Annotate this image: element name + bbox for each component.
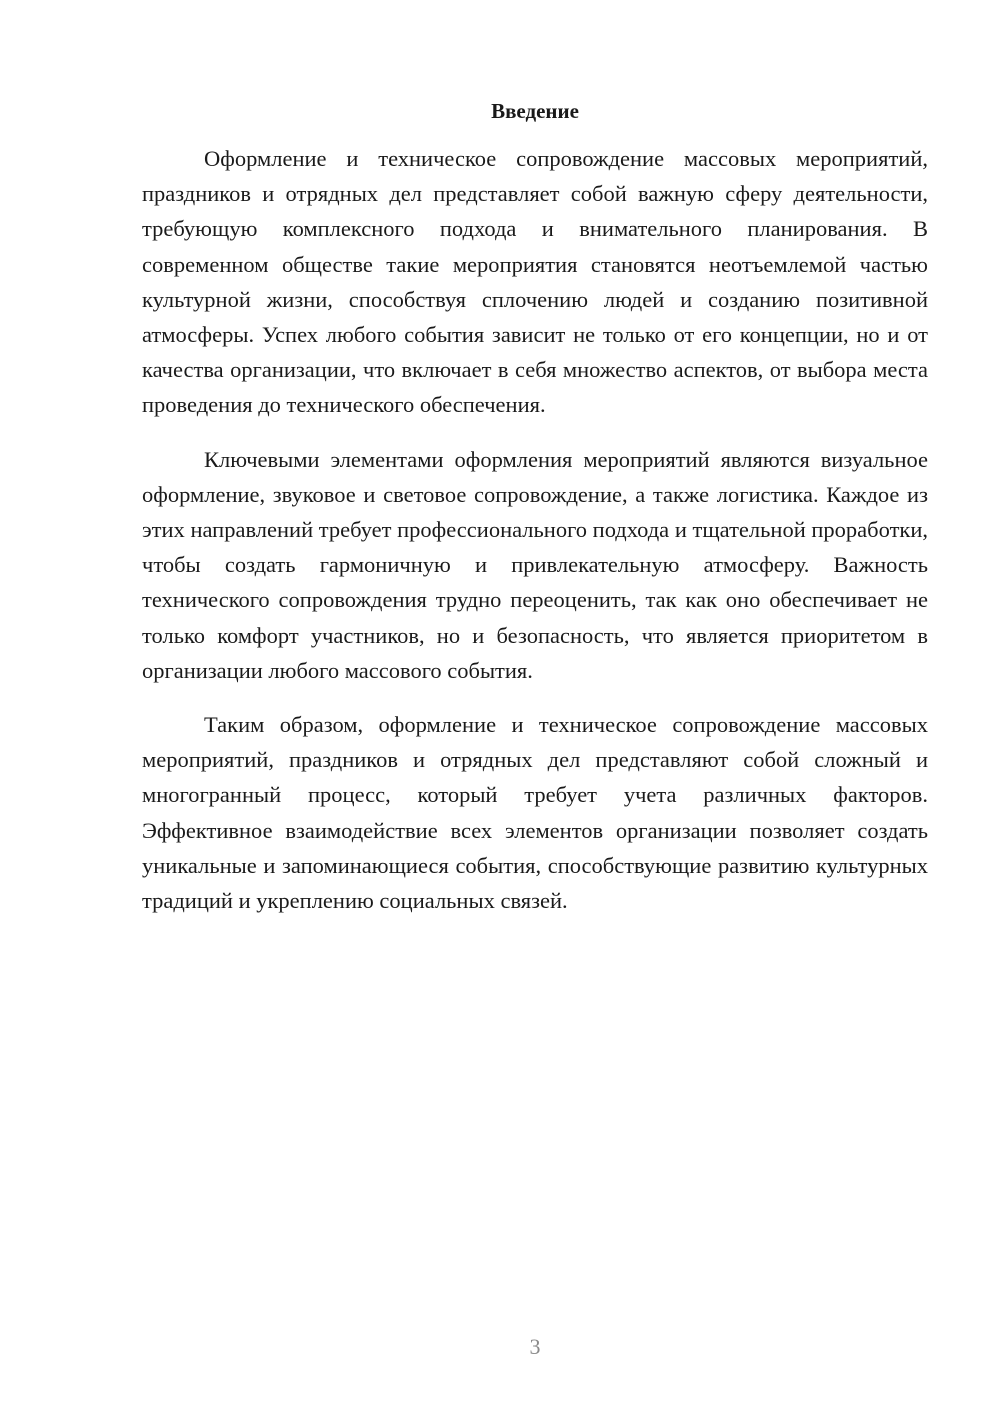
- paragraph-2: Ключевыми элементами оформления мероприятий являются визуальное оформление, звуковое и световое сопровождение, а также логистика. Каждое из этих направлений требует профессионального подхода и тщательной проработки, чтобы создать гармоничную и привлекательную атмосферу. Важность технического сопровождения трудно переоценить, так как оно обеспечивает не только комфорт участников, но и безопасность, что является приоритетом в организации любого массового события.: [142, 446, 928, 683]
- document-body: [142, 141, 928, 937]
- page-number: 3: [529, 1334, 541, 1359]
- paragraph-1: Оформление и техническое сопровождение массовых мероприятий, праздников и отрядных дел представляет собой важную сферу деятельности, требующую комплексного подхода и внимательного планирования. В современном обществе такие мероприятия становятся неотъемлемой частью культурной жизни, способствуя сплочению людей и созданию позитивной атмосферы. Успех любого события зависит не только от его концепции, но и от качества организации, что включает в себя множество аспектов, от выбора места проведения до технического обеспечения.: [142, 146, 928, 418]
- section-title: Введение: [491, 99, 579, 123]
- paragraph-3: Таким образом, оформление и техническое сопровождение массовых мероприятий, праздников и отрядных дел представляют собой сложный и многогранный процесс, который требует учета различных факторов. Эффективное взаимодействие всех элементов организации позволяет создать уникальные и запоминающиеся события, способствующие развитию культурных традиций и укреплению социальных связей.: [142, 712, 928, 914]
